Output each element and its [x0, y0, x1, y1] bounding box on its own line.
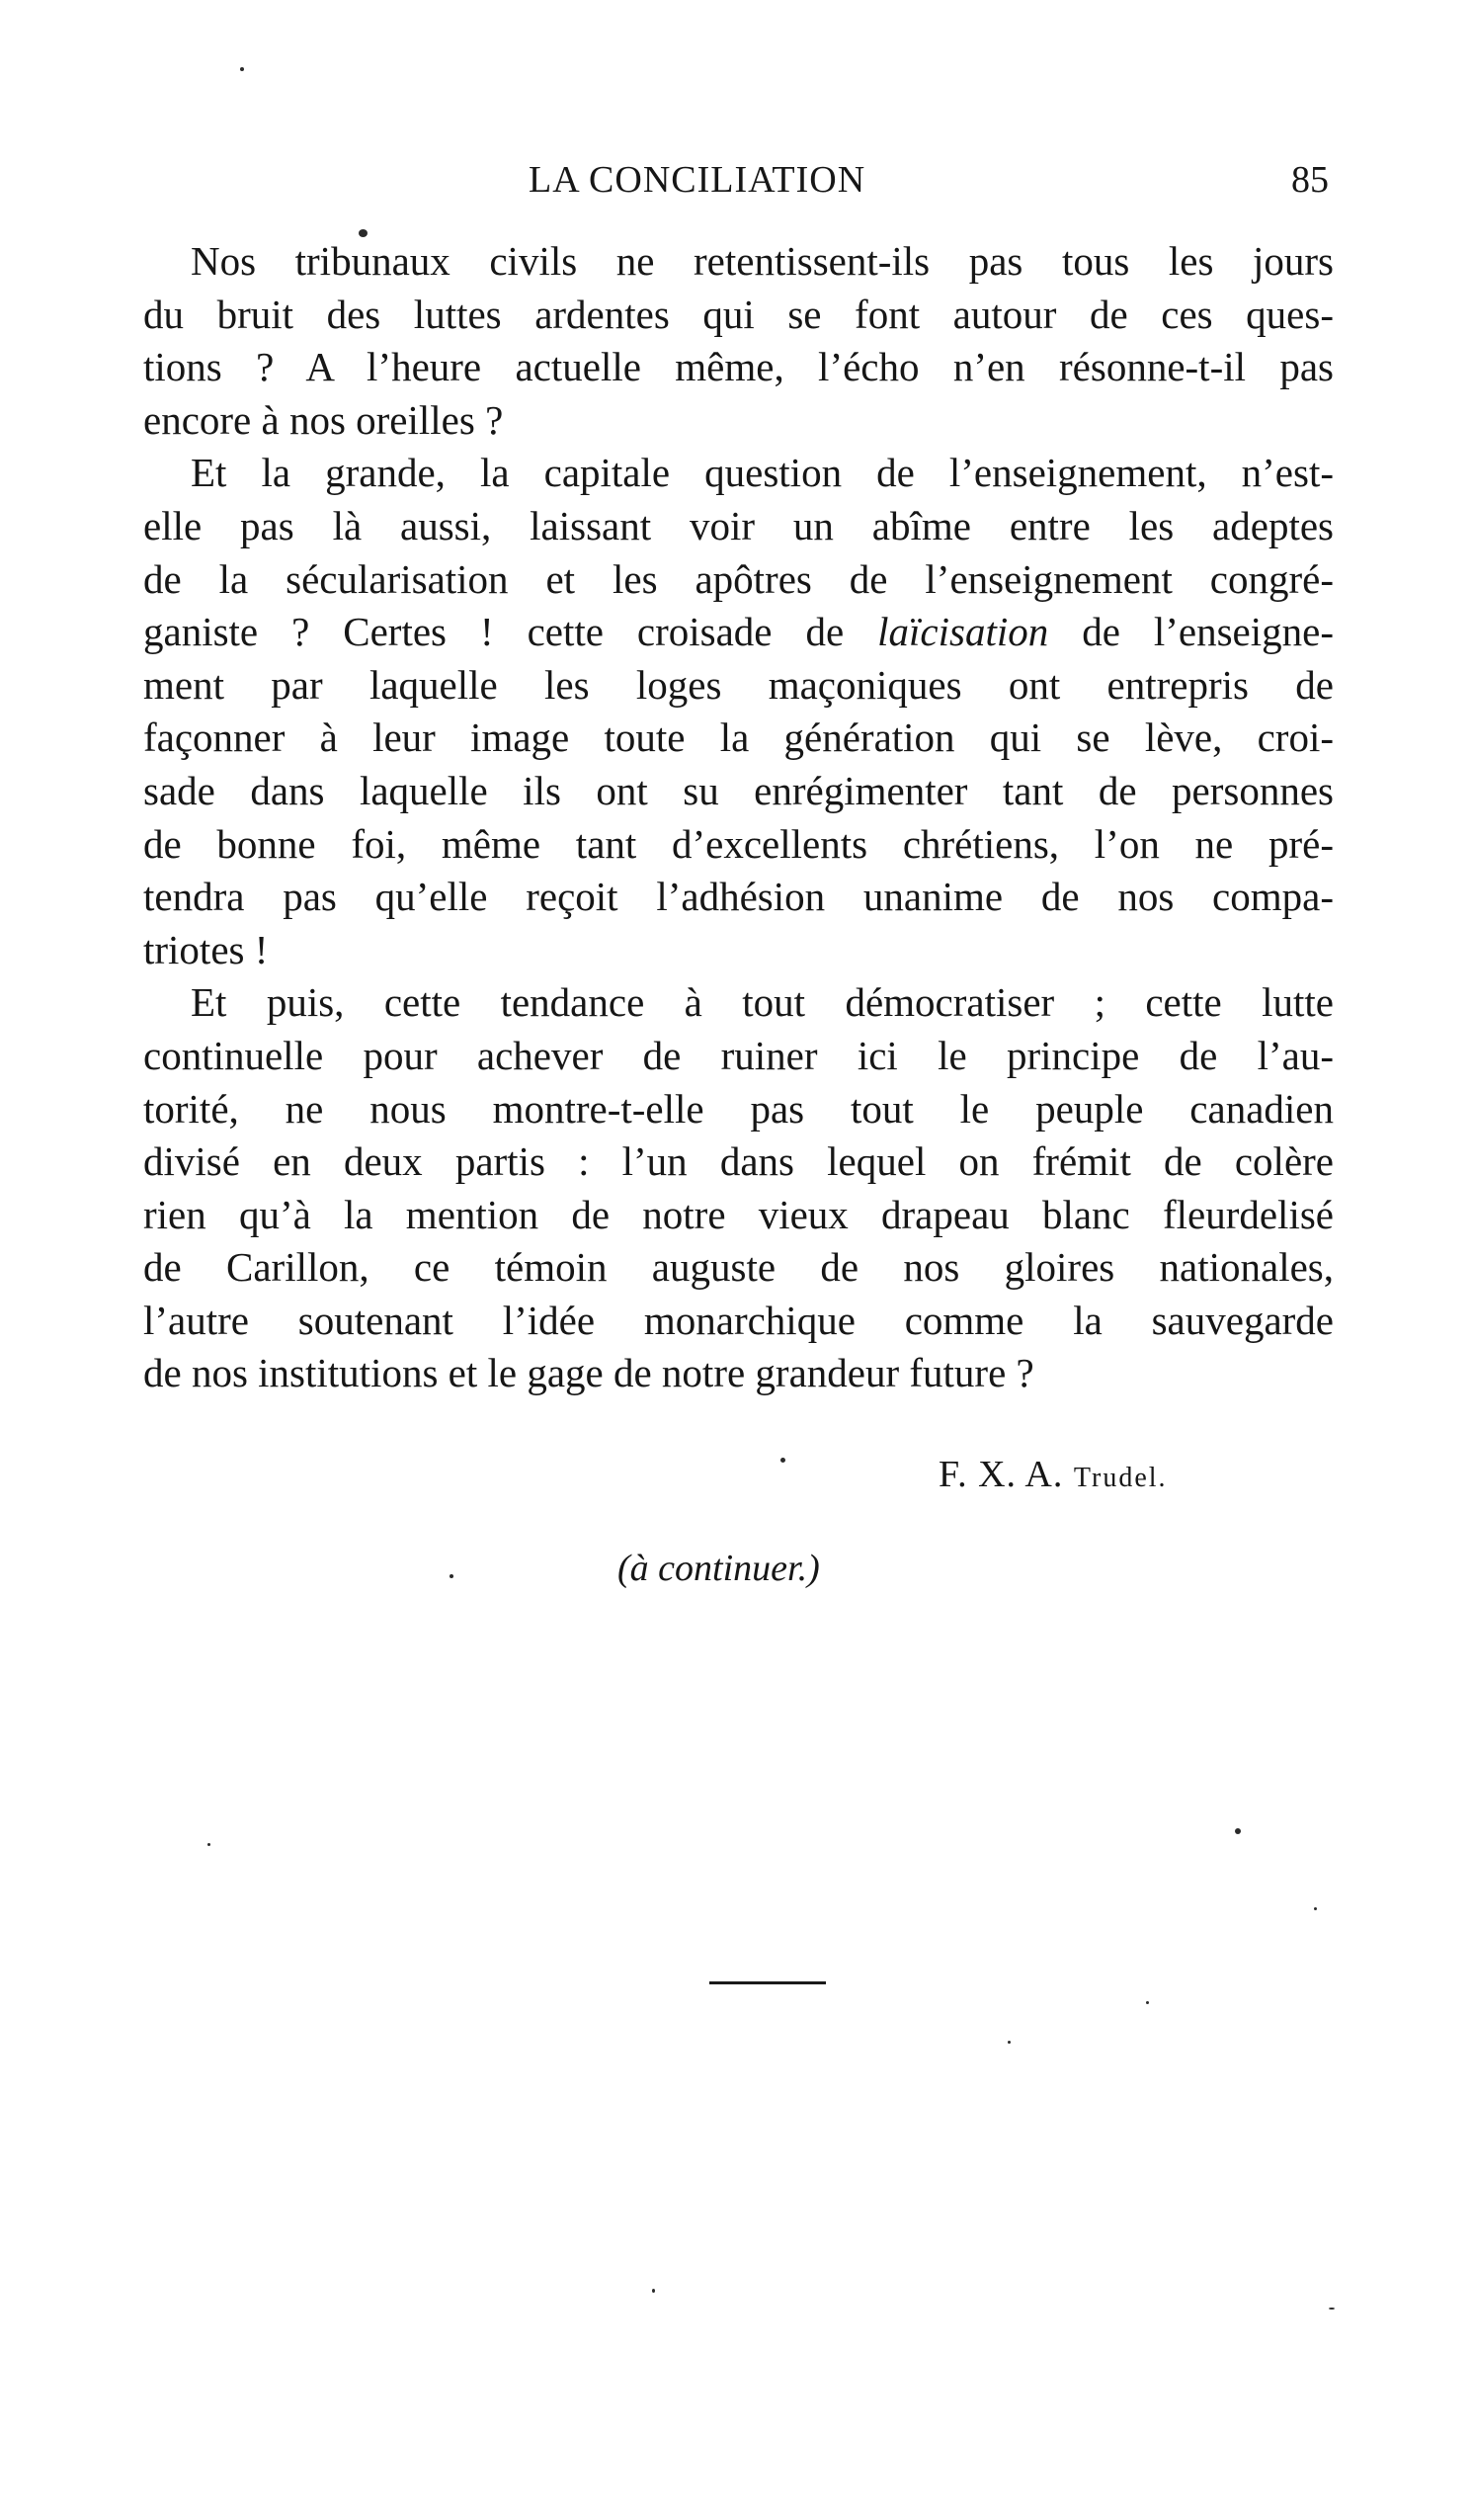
text-line: de Carillon, ce témoin auguste de nos gloires nationales, [143, 1244, 1334, 1291]
page-number: 85 [1291, 159, 1329, 201]
author-initials: F. X. A. [939, 1454, 1064, 1495]
text-segment: ganiste ? Certes ! cette croisade de [143, 609, 845, 655]
text-line: elle pas là aussi, laissant voir un abîme entre les adeptes [143, 502, 1334, 548]
print-speck [1235, 1828, 1241, 1834]
running-head [143, 158, 1329, 217]
text-line: continuelle pour achever de ruiner ici le principe de l’au- [143, 1032, 1334, 1078]
text-line: encore à nos oreilles ? [143, 396, 504, 443]
text-line: triotes ! [143, 926, 269, 972]
print-speck [1146, 2001, 1149, 2004]
print-speck [1329, 2308, 1335, 2310]
text-line-mixed [143, 606, 1334, 659]
print-speck [207, 1843, 210, 1846]
italic-term: laïcisation [877, 609, 1049, 655]
text-line: de nos institutions et le gage de notre grandeur future ? [143, 1350, 1034, 1396]
print-speck [652, 2289, 655, 2293]
text-line: tions ? A l’heure actuelle même, l’écho n’en résonne-t-il pas [143, 344, 1334, 390]
text-line: l’autre soutenant l’idée monarchique comme la sauvegarde [143, 1297, 1334, 1343]
running-title: LA CONCILIATION [529, 159, 866, 201]
print-speck [450, 1574, 453, 1578]
print-speck [240, 67, 244, 71]
text-line: Nos tribunaux civils ne retentissent-ils pas tous les jours [191, 238, 1334, 284]
text-line: de la sécularisation et les apôtres de l’enseignement congré- [143, 555, 1334, 602]
text-line: tendra pas qu’elle reçoit l’adhésion unanime de nos compa- [143, 874, 1334, 920]
print-speck [1008, 2041, 1011, 2044]
print-speck [780, 1458, 785, 1463]
continuation-note: (à continuer.) [617, 1548, 820, 1589]
text-line: torité, ne nous montre-t-elle pas tout le peuple canadien [143, 1085, 1334, 1132]
text-line: façonner à leur image toute la génération qui se lève, croi- [143, 714, 1334, 761]
text-line: divisé en deux partis : l’un dans lequel on frémit de colère [143, 1138, 1334, 1185]
section-rule [709, 1981, 826, 1984]
text-line: Et la grande, la capitale question de l’enseignement, n’est- [191, 450, 1334, 496]
author-signature [939, 1453, 1168, 1496]
text-line: Et puis, cette tendance à tout démocratiser ; cette lutte [191, 979, 1334, 1026]
print-speck [359, 229, 368, 237]
text-line: du bruit des luttes ardentes qui se font autour de ces ques- [143, 291, 1334, 337]
text-line: rien qu’à la mention de notre vieux drapeau blanc fleurdelisé [143, 1191, 1334, 1237]
text-line: de bonne foi, même tant d’excellents chrétiens, l’on ne pré- [143, 820, 1334, 867]
author-surname: Trudel. [1073, 1463, 1168, 1493]
text-segment: de l’enseigne- [1082, 609, 1334, 655]
text-line: sade dans laquelle ils ont su enrégimenter tant de personnes [143, 767, 1334, 813]
print-speck [1314, 1907, 1317, 1910]
text-line: ment par laquelle les loges maçoniques ont entrepris de [143, 661, 1334, 708]
body-text [143, 235, 1334, 1400]
